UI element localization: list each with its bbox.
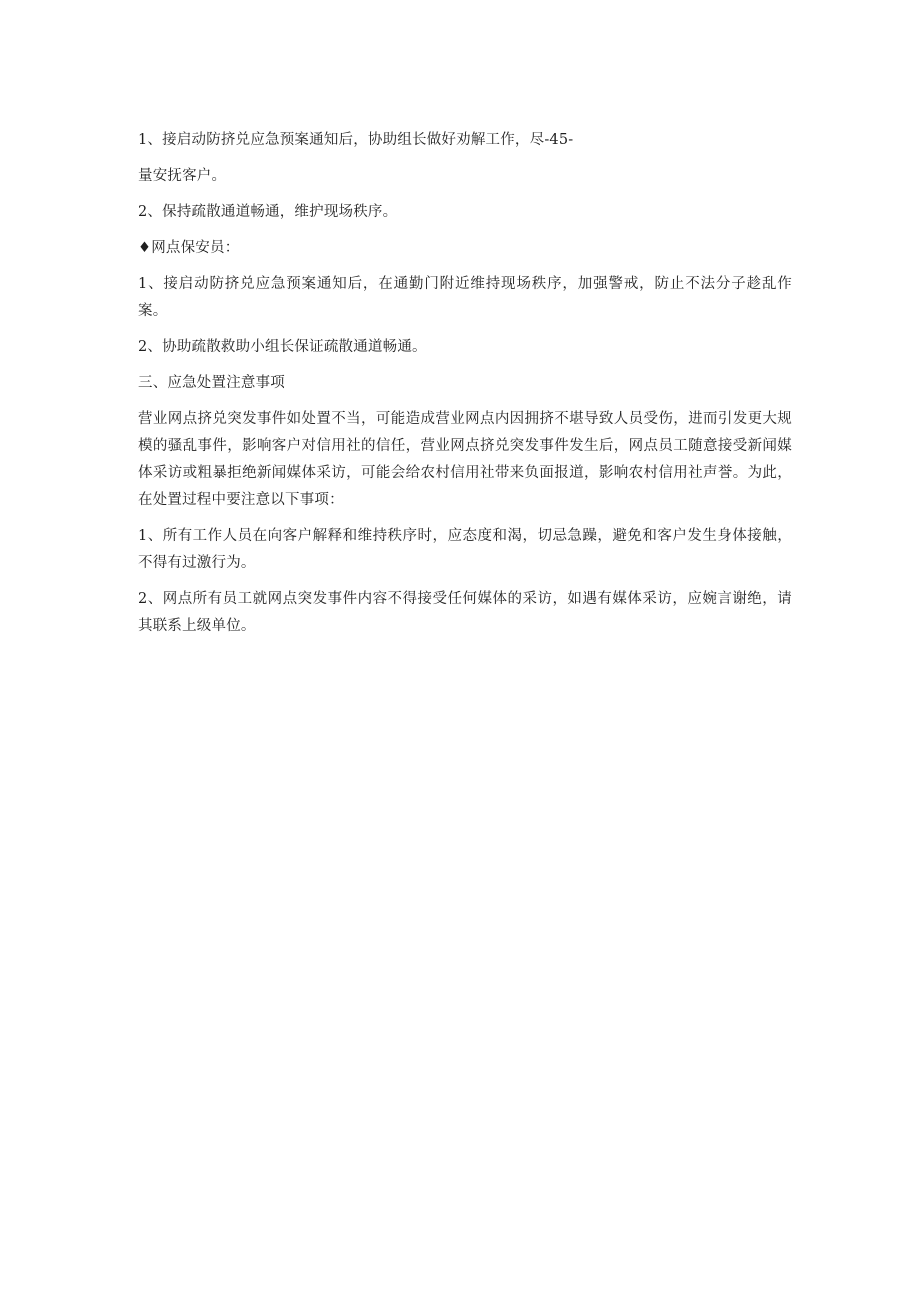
paragraph-teller-duty-1-continued: 量安抚客户。 [138,168,227,184]
heading-security-guard: ♦网点保安员： [138,240,240,256]
paragraph-guard-duty-1: 1、接启动防挤兑应急预案通知后，在通勤门附近维持现场秩序，加强警戒，防止不法分子趁乱作案。 [138,276,792,319]
paragraph-guard-duty-2: 2、协助疏散救助小组长保证疏散通道畅通。 [138,339,427,355]
section-heading-precautions: 三、应急处置注意事项 [138,375,285,391]
document-body [138,127,792,649]
paragraph-precautions-intro: 营业网点挤兑突发事件如处置不当，可能造成营业网点内因拥挤不堪导致人员受伤，进而引发更大规模的骚乱事件，影响客户对信用社的信任，营业网点挤兑突发事件发生后，网点员工随意接受新闻媒体采访或粗暴拒绝新闻媒体采访，可能会给农村信用社带来负面报道，影响农村信用社声誉。为此，在处置过程中要注意以下事项： [138,411,792,508]
paragraph-precaution-1: 1、所有工作人员在向客户解释和维持秩序时，应态度和渴，切忌急躁，避免和客户发生身体接触，不得有过激行为。 [138,528,792,571]
paragraph-teller-duty-1: 1、接启动防挤兑应急预案通知后，协助组长做好劝解工作，尽-45- [138,132,574,148]
paragraph-precaution-2: 2、网点所有员工就网点突发事件内容不得接受任何媒体的采访，如遇有媒体采访，应婉言谢绝，请其联系上级单位。 [138,591,792,634]
paragraph-teller-duty-2: 2、保持疏散通道畅通，维护现场秩序。 [138,204,398,220]
